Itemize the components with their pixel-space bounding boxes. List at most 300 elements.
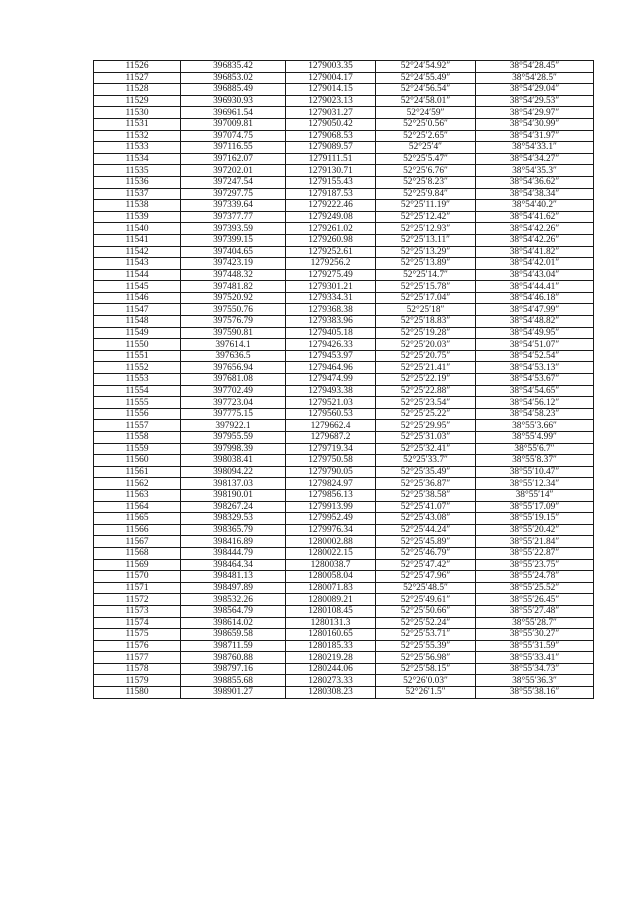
point-number-cell: 11577 [94, 652, 181, 664]
latitude-cell: 52°25′32.41″ [376, 443, 476, 455]
table-row [94, 385, 594, 397]
table-row [94, 72, 594, 84]
table-row [94, 466, 594, 478]
point-number-cell: 11533 [94, 142, 181, 154]
longitude-cell: 38°55′4.99″ [476, 432, 594, 444]
x-coordinate-cell: 398094.22 [181, 466, 286, 478]
y-coordinate-cell: 1280108.45 [286, 605, 376, 617]
latitude-cell: 52°25′14.7″ [376, 269, 476, 281]
point-number-cell: 11568 [94, 547, 181, 559]
longitude-cell: 38°55′21.84″ [476, 536, 594, 548]
longitude-cell: 38°54′43.04″ [476, 269, 594, 281]
table-row [94, 652, 594, 664]
longitude-cell: 38°55′30.27″ [476, 629, 594, 641]
point-number-cell: 11559 [94, 443, 181, 455]
longitude-cell: 38°55′24.78″ [476, 571, 594, 583]
y-coordinate-cell: 1279790.05 [286, 466, 376, 478]
longitude-cell: 38°54′34.27″ [476, 153, 594, 165]
latitude-cell: 52°25′47.42″ [376, 559, 476, 571]
point-number-cell: 11543 [94, 258, 181, 270]
latitude-cell: 52°25′18″ [376, 304, 476, 316]
longitude-cell: 38°55′8.37″ [476, 455, 594, 467]
y-coordinate-cell: 1279222.46 [286, 200, 376, 212]
table-row [94, 142, 594, 154]
x-coordinate-cell: 397404.65 [181, 246, 286, 258]
table-row [94, 153, 594, 165]
y-coordinate-cell: 1280308.23 [286, 687, 376, 699]
latitude-cell: 52°24′54.92″ [376, 61, 476, 73]
x-coordinate-cell: 397074.75 [181, 130, 286, 142]
table-row [94, 617, 594, 629]
point-number-cell: 11547 [94, 304, 181, 316]
y-coordinate-cell: 1279426.33 [286, 339, 376, 351]
table-row [94, 397, 594, 409]
y-coordinate-cell: 1280131.3 [286, 617, 376, 629]
y-coordinate-cell: 1280185.33 [286, 640, 376, 652]
point-number-cell: 11557 [94, 420, 181, 432]
x-coordinate-cell: 398711.59 [181, 640, 286, 652]
point-number-cell: 11541 [94, 234, 181, 246]
table-row [94, 362, 594, 374]
table-row [94, 408, 594, 420]
table-row [94, 478, 594, 490]
table-row [94, 559, 594, 571]
longitude-cell: 38°54′42.26″ [476, 234, 594, 246]
x-coordinate-cell: 397247.54 [181, 176, 286, 188]
table-row [94, 95, 594, 107]
latitude-cell: 52°24′56.54″ [376, 84, 476, 96]
longitude-cell: 38°55′14″ [476, 489, 594, 501]
table-row [94, 281, 594, 293]
table-row [94, 234, 594, 246]
point-number-cell: 11565 [94, 513, 181, 525]
point-number-cell: 11546 [94, 292, 181, 304]
x-coordinate-cell: 397614.1 [181, 339, 286, 351]
longitude-cell: 38°55′38.16″ [476, 687, 594, 699]
longitude-cell: 38°54′38.34″ [476, 188, 594, 200]
x-coordinate-cell: 397702.49 [181, 385, 286, 397]
x-coordinate-cell: 398190.01 [181, 489, 286, 501]
point-number-cell: 11526 [94, 61, 181, 73]
y-coordinate-cell: 1279252.61 [286, 246, 376, 258]
x-coordinate-cell: 398659.58 [181, 629, 286, 641]
point-number-cell: 11531 [94, 118, 181, 130]
y-coordinate-cell: 1279464.96 [286, 362, 376, 374]
table-row [94, 316, 594, 328]
longitude-cell: 38°54′56.12″ [476, 397, 594, 409]
point-number-cell: 11569 [94, 559, 181, 571]
y-coordinate-cell: 1279275.49 [286, 269, 376, 281]
y-coordinate-cell: 1279004.17 [286, 72, 376, 84]
table-row [94, 107, 594, 119]
table-row [94, 687, 594, 699]
table-row [94, 223, 594, 235]
y-coordinate-cell: 1279405.18 [286, 327, 376, 339]
point-number-cell: 11576 [94, 640, 181, 652]
latitude-cell: 52°25′13.89″ [376, 258, 476, 270]
y-coordinate-cell: 1279493.38 [286, 385, 376, 397]
point-number-cell: 11564 [94, 501, 181, 513]
point-number-cell: 11566 [94, 524, 181, 536]
y-coordinate-cell: 1279383.96 [286, 316, 376, 328]
longitude-cell: 38°54′44.41″ [476, 281, 594, 293]
x-coordinate-cell: 398855.68 [181, 675, 286, 687]
table-row [94, 629, 594, 641]
table-row [94, 571, 594, 583]
x-coordinate-cell: 398797.16 [181, 663, 286, 675]
y-coordinate-cell: 1280244.06 [286, 663, 376, 675]
x-coordinate-cell: 397297.75 [181, 188, 286, 200]
table-row [94, 304, 594, 316]
table-row [94, 269, 594, 281]
longitude-cell: 38°54′29.97″ [476, 107, 594, 119]
latitude-cell: 52°25′35.49″ [376, 466, 476, 478]
latitude-cell: 52°25′19.28″ [376, 327, 476, 339]
table-row [94, 339, 594, 351]
longitude-cell: 38°54′41.62″ [476, 211, 594, 223]
table-row [94, 443, 594, 455]
x-coordinate-cell: 396885.49 [181, 84, 286, 96]
point-number-cell: 11530 [94, 107, 181, 119]
longitude-cell: 38°54′35.3″ [476, 165, 594, 177]
table-row [94, 513, 594, 525]
latitude-cell: 52°25′48.5″ [376, 582, 476, 594]
y-coordinate-cell: 1279334.31 [286, 292, 376, 304]
longitude-cell: 38°55′28.7″ [476, 617, 594, 629]
point-number-cell: 11579 [94, 675, 181, 687]
point-number-cell: 11561 [94, 466, 181, 478]
longitude-cell: 38°54′30.99″ [476, 118, 594, 130]
x-coordinate-cell: 397009.81 [181, 118, 286, 130]
table-row [94, 594, 594, 606]
latitude-cell: 52°25′4″ [376, 142, 476, 154]
x-coordinate-cell: 397339.64 [181, 200, 286, 212]
x-coordinate-cell: 396961.54 [181, 107, 286, 119]
x-coordinate-cell: 397162.07 [181, 153, 286, 165]
x-coordinate-cell: 398267.24 [181, 501, 286, 513]
x-coordinate-cell: 397448.32 [181, 269, 286, 281]
x-coordinate-cell: 398901.27 [181, 687, 286, 699]
x-coordinate-cell: 396853.02 [181, 72, 286, 84]
y-coordinate-cell: 1280089.21 [286, 594, 376, 606]
longitude-cell: 38°55′27.48″ [476, 605, 594, 617]
y-coordinate-cell: 1279952.49 [286, 513, 376, 525]
longitude-cell: 38°54′28.45″ [476, 61, 594, 73]
x-coordinate-cell: 398329.53 [181, 513, 286, 525]
table-row [94, 188, 594, 200]
latitude-cell: 52°25′25.22″ [376, 408, 476, 420]
point-number-cell: 11529 [94, 95, 181, 107]
y-coordinate-cell: 1280002.88 [286, 536, 376, 548]
x-coordinate-cell: 398532.26 [181, 594, 286, 606]
y-coordinate-cell: 1280160.65 [286, 629, 376, 641]
latitude-cell: 52°25′49.61″ [376, 594, 476, 606]
point-number-cell: 11560 [94, 455, 181, 467]
point-number-cell: 11571 [94, 582, 181, 594]
y-coordinate-cell: 1279662.4 [286, 420, 376, 432]
point-number-cell: 11553 [94, 374, 181, 386]
table-row [94, 663, 594, 675]
latitude-cell: 52°25′20.75″ [376, 350, 476, 362]
x-coordinate-cell: 397116.55 [181, 142, 286, 154]
longitude-cell: 38°54′41.82″ [476, 246, 594, 258]
longitude-cell: 38°54′31.97″ [476, 130, 594, 142]
latitude-cell: 52°25′13.11″ [376, 234, 476, 246]
y-coordinate-cell: 1279521.03 [286, 397, 376, 409]
latitude-cell: 52°25′53.71″ [376, 629, 476, 641]
point-number-cell: 11544 [94, 269, 181, 281]
point-number-cell: 11556 [94, 408, 181, 420]
point-number-cell: 11574 [94, 617, 181, 629]
point-number-cell: 11554 [94, 385, 181, 397]
y-coordinate-cell: 1279453.97 [286, 350, 376, 362]
x-coordinate-cell: 398416.89 [181, 536, 286, 548]
latitude-cell: 52°25′13.29″ [376, 246, 476, 258]
y-coordinate-cell: 1279249.08 [286, 211, 376, 223]
point-number-cell: 11549 [94, 327, 181, 339]
x-coordinate-cell: 398365.79 [181, 524, 286, 536]
longitude-cell: 38°54′46.18″ [476, 292, 594, 304]
longitude-cell: 38°55′26.45″ [476, 594, 594, 606]
y-coordinate-cell: 1279155.43 [286, 176, 376, 188]
y-coordinate-cell: 1279031.27 [286, 107, 376, 119]
y-coordinate-cell: 1279474.99 [286, 374, 376, 386]
y-coordinate-cell: 1279089.57 [286, 142, 376, 154]
longitude-cell: 38°54′53.67″ [476, 374, 594, 386]
longitude-cell: 38°54′33.1″ [476, 142, 594, 154]
table-row [94, 605, 594, 617]
longitude-cell: 38°54′28.5″ [476, 72, 594, 84]
table-row [94, 455, 594, 467]
y-coordinate-cell: 1279976.34 [286, 524, 376, 536]
table-row [94, 61, 594, 73]
longitude-cell: 38°55′6.7″ [476, 443, 594, 455]
longitude-cell: 38°55′36.3″ [476, 675, 594, 687]
longitude-cell: 38°54′53.13″ [476, 362, 594, 374]
latitude-cell: 52°25′22.19″ [376, 374, 476, 386]
latitude-cell: 52°25′21.41″ [376, 362, 476, 374]
longitude-cell: 38°55′17.09″ [476, 501, 594, 513]
longitude-cell: 38°55′10.47″ [476, 466, 594, 478]
latitude-cell: 52°25′43.08″ [376, 513, 476, 525]
table-row [94, 176, 594, 188]
y-coordinate-cell: 1279023.13 [286, 95, 376, 107]
latitude-cell: 52°25′58.15″ [376, 663, 476, 675]
y-coordinate-cell: 1280058.04 [286, 571, 376, 583]
latitude-cell: 52°25′56.98″ [376, 652, 476, 664]
point-number-cell: 11573 [94, 605, 181, 617]
point-number-cell: 11552 [94, 362, 181, 374]
y-coordinate-cell: 1279261.02 [286, 223, 376, 235]
latitude-cell: 52°26′0.03″ [376, 675, 476, 687]
y-coordinate-cell: 1279301.21 [286, 281, 376, 293]
x-coordinate-cell: 398481.13 [181, 571, 286, 583]
longitude-cell: 38°54′47.99″ [476, 304, 594, 316]
y-coordinate-cell: 1279050.42 [286, 118, 376, 130]
y-coordinate-cell: 1279256.2 [286, 258, 376, 270]
latitude-cell: 52°25′6.76″ [376, 165, 476, 177]
table-row [94, 675, 594, 687]
table-row [94, 327, 594, 339]
point-number-cell: 11555 [94, 397, 181, 409]
point-number-cell: 11575 [94, 629, 181, 641]
longitude-cell: 38°55′33.41″ [476, 652, 594, 664]
latitude-cell: 52°25′47.96″ [376, 571, 476, 583]
x-coordinate-cell: 398497.89 [181, 582, 286, 594]
x-coordinate-cell: 397723.04 [181, 397, 286, 409]
x-coordinate-cell: 398137.03 [181, 478, 286, 490]
y-coordinate-cell: 1279750.58 [286, 455, 376, 467]
y-coordinate-cell: 1280038.7 [286, 559, 376, 571]
latitude-cell: 52°25′2.65″ [376, 130, 476, 142]
latitude-cell: 52°25′12.42″ [376, 211, 476, 223]
latitude-cell: 52°25′41.07″ [376, 501, 476, 513]
x-coordinate-cell: 397775.15 [181, 408, 286, 420]
y-coordinate-cell: 1279913.99 [286, 501, 376, 513]
table-row [94, 165, 594, 177]
table-row [94, 211, 594, 223]
table-row [94, 432, 594, 444]
latitude-cell: 52°25′9.84″ [376, 188, 476, 200]
coordinates-table [93, 60, 594, 699]
longitude-cell: 38°55′31.59″ [476, 640, 594, 652]
point-number-cell: 11548 [94, 316, 181, 328]
table-row [94, 118, 594, 130]
longitude-cell: 38°54′40.2″ [476, 200, 594, 212]
table-row [94, 547, 594, 559]
y-coordinate-cell: 1280071.83 [286, 582, 376, 594]
y-coordinate-cell: 1279014.15 [286, 84, 376, 96]
point-number-cell: 11567 [94, 536, 181, 548]
latitude-cell: 52°25′45.89″ [376, 536, 476, 548]
table-row [94, 501, 594, 513]
x-coordinate-cell: 397202.01 [181, 165, 286, 177]
longitude-cell: 38°55′25.52″ [476, 582, 594, 594]
x-coordinate-cell: 397423.19 [181, 258, 286, 270]
point-number-cell: 11532 [94, 130, 181, 142]
y-coordinate-cell: 1280273.33 [286, 675, 376, 687]
longitude-cell: 38°54′29.04″ [476, 84, 594, 96]
latitude-cell: 52°25′0.56″ [376, 118, 476, 130]
point-number-cell: 11535 [94, 165, 181, 177]
latitude-cell: 52°25′12.93″ [376, 223, 476, 235]
x-coordinate-cell: 397576.79 [181, 316, 286, 328]
latitude-cell: 52°25′17.04″ [376, 292, 476, 304]
x-coordinate-cell: 397998.39 [181, 443, 286, 455]
longitude-cell: 38°54′48.82″ [476, 316, 594, 328]
latitude-cell: 52°25′31.03″ [376, 432, 476, 444]
latitude-cell: 52°24′59″ [376, 107, 476, 119]
table-row [94, 258, 594, 270]
x-coordinate-cell: 397656.94 [181, 362, 286, 374]
latitude-cell: 52°25′33.7″ [376, 455, 476, 467]
y-coordinate-cell: 1279068.53 [286, 130, 376, 142]
point-number-cell: 11534 [94, 153, 181, 165]
longitude-cell: 38°54′29.53″ [476, 95, 594, 107]
x-coordinate-cell: 397550.76 [181, 304, 286, 316]
y-coordinate-cell: 1279111.51 [286, 153, 376, 165]
y-coordinate-cell: 1279719.34 [286, 443, 376, 455]
latitude-cell: 52°25′46.79″ [376, 547, 476, 559]
y-coordinate-cell: 1279003.35 [286, 61, 376, 73]
point-number-cell: 11536 [94, 176, 181, 188]
point-number-cell: 11540 [94, 223, 181, 235]
x-coordinate-cell: 397399.15 [181, 234, 286, 246]
table-row [94, 536, 594, 548]
y-coordinate-cell: 1279130.71 [286, 165, 376, 177]
latitude-cell: 52°25′23.54″ [376, 397, 476, 409]
x-coordinate-cell: 396835.42 [181, 61, 286, 73]
latitude-cell: 52°25′36.87″ [376, 478, 476, 490]
point-number-cell: 11551 [94, 350, 181, 362]
x-coordinate-cell: 397636.5 [181, 350, 286, 362]
point-number-cell: 11558 [94, 432, 181, 444]
y-coordinate-cell: 1279187.53 [286, 188, 376, 200]
point-number-cell: 11572 [94, 594, 181, 606]
y-coordinate-cell: 1279560.53 [286, 408, 376, 420]
point-number-cell: 11537 [94, 188, 181, 200]
longitude-cell: 38°54′49.95″ [476, 327, 594, 339]
y-coordinate-cell: 1279824.97 [286, 478, 376, 490]
longitude-cell: 38°55′19.15″ [476, 513, 594, 525]
x-coordinate-cell: 397681.08 [181, 374, 286, 386]
table-row [94, 246, 594, 258]
latitude-cell: 52°25′22.88″ [376, 385, 476, 397]
x-coordinate-cell: 397377.77 [181, 211, 286, 223]
table-row [94, 200, 594, 212]
x-coordinate-cell: 398614.02 [181, 617, 286, 629]
point-number-cell: 11538 [94, 200, 181, 212]
latitude-cell: 52°25′55.39″ [376, 640, 476, 652]
longitude-cell: 38°54′42.01″ [476, 258, 594, 270]
x-coordinate-cell: 398444.79 [181, 547, 286, 559]
latitude-cell: 52°25′11.19″ [376, 200, 476, 212]
point-number-cell: 11570 [94, 571, 181, 583]
x-coordinate-cell: 397481.82 [181, 281, 286, 293]
table-row [94, 420, 594, 432]
latitude-cell: 52°25′5.47″ [376, 153, 476, 165]
table-row [94, 374, 594, 386]
x-coordinate-cell: 397955.59 [181, 432, 286, 444]
longitude-cell: 38°55′20.42″ [476, 524, 594, 536]
longitude-cell: 38°55′34.73″ [476, 663, 594, 675]
latitude-cell: 52°25′29.95″ [376, 420, 476, 432]
point-number-cell: 11539 [94, 211, 181, 223]
y-coordinate-cell: 1279260.98 [286, 234, 376, 246]
latitude-cell: 52°25′44.24″ [376, 524, 476, 536]
latitude-cell: 52°25′38.58″ [376, 489, 476, 501]
y-coordinate-cell: 1279856.13 [286, 489, 376, 501]
latitude-cell: 52°25′15.78″ [376, 281, 476, 293]
x-coordinate-cell: 398038.41 [181, 455, 286, 467]
longitude-cell: 38°54′54.65″ [476, 385, 594, 397]
table-row [94, 84, 594, 96]
coordinates-table-body [94, 61, 594, 699]
longitude-cell: 38°55′3.66″ [476, 420, 594, 432]
point-number-cell: 11578 [94, 663, 181, 675]
latitude-cell: 52°24′55.49″ [376, 72, 476, 84]
latitude-cell: 52°25′8.23″ [376, 176, 476, 188]
longitude-cell: 38°54′51.07″ [476, 339, 594, 351]
point-number-cell: 11528 [94, 84, 181, 96]
latitude-cell: 52°25′52.24″ [376, 617, 476, 629]
table-row [94, 489, 594, 501]
y-coordinate-cell: 1280219.28 [286, 652, 376, 664]
table-row [94, 130, 594, 142]
latitude-cell: 52°25′20.03″ [376, 339, 476, 351]
latitude-cell: 52°25′18.83″ [376, 316, 476, 328]
table-row [94, 640, 594, 652]
